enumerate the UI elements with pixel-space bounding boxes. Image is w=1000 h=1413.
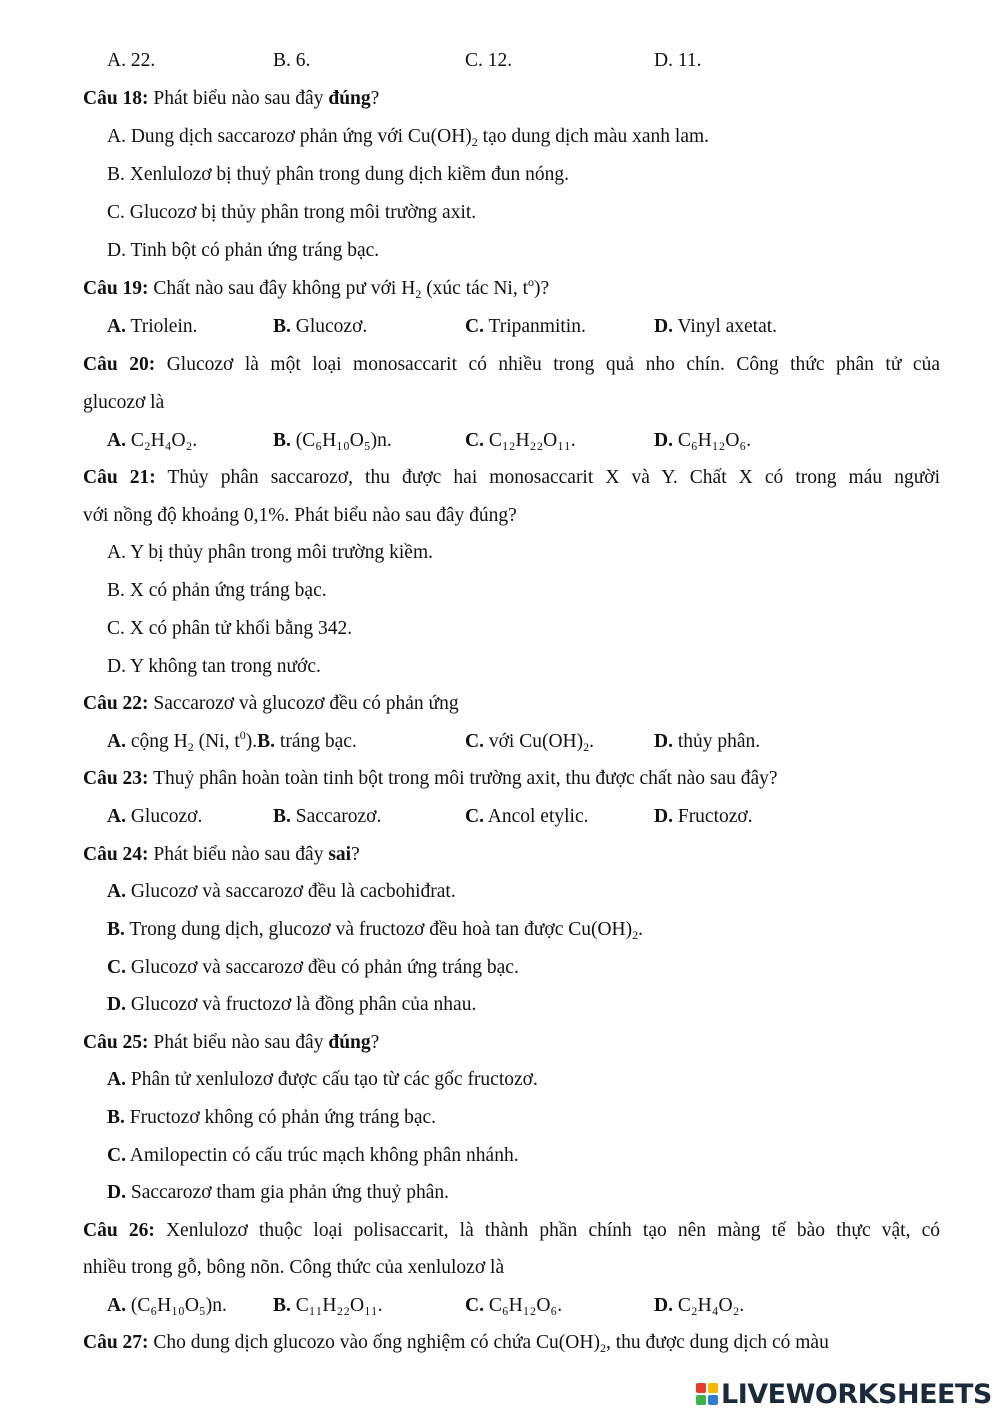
q21-option-b: B. X có phản ứng tráng bạc. <box>107 580 327 601</box>
q21-option-c: C. X có phân tử khối bằng 342. <box>107 618 353 639</box>
q20-option-d: D. C₆H₁₂O₆. <box>654 430 752 451</box>
q19-question: Câu 19: Chất nào sau đây không pư với $H_2$ (xúc tác Ni, $t^o$)? <box>83 275 550 301</box>
q21-question-line2: với nồng độ khoảng 0,1%. Phát biểu nào sau đây đúng? <box>83 505 517 526</box>
q27-question: Câu 27: Cho dung dịch glucozo vào ống nghiệm có chứa $Cu(OH)_2$, thu được dung dịch có màu <box>83 1332 829 1355</box>
q18-option-c: C. Glucozơ bị thủy phân trong môi trường axit. <box>107 202 477 223</box>
q24-option-d: D. Glucozơ và fructozơ là đồng phân của nhau. <box>107 994 477 1015</box>
q20-option-a: A. C₂H₄O₂. <box>107 430 198 451</box>
q20-option-c: C. C₁₂H₂₂O₁₁. <box>465 430 576 451</box>
q26-option-d: D. C₂H₄O₂. <box>654 1295 745 1316</box>
q26-question-line2: nhiều trong gỗ, bông nõn. Công thức của xenlulozơ là <box>83 1257 505 1278</box>
logo-text-worksheets: WORKSHEETS <box>785 1378 992 1410</box>
q21-question-line1: Câu 21: Thủy phân saccarozơ, thu được hai monosaccarit X và Y. Chất X có trong máu người <box>83 467 941 488</box>
q24-question: Câu 24: Phát biểu nào sau đây sai? <box>83 844 360 865</box>
q26-option-a: A. (C₆H₁₀O₅)n. <box>107 1295 227 1316</box>
q23-option-c: C. Ancol etylic. <box>465 806 589 827</box>
q22-question: Câu 22: Saccarozơ và glucozơ đều có phản ứng <box>83 693 459 714</box>
q25-option-c: C. Amilopectin có cấu trúc mạch không phân nhánh. <box>107 1145 519 1166</box>
liveworksheets-logo-icon <box>696 1383 718 1405</box>
q18-option-d: D. Tinh bột có phản ứng tráng bạc. <box>107 240 380 261</box>
q25-question: Câu 25: Phát biểu nào sau đây đúng? <box>83 1032 380 1053</box>
q19-option-d: D. Vinyl axetat. <box>654 316 778 337</box>
q25-option-a: A. Phân tử xenlulozơ được cấu tạo từ các gốc fructozơ. <box>107 1069 538 1090</box>
q22-option-c: C. với $Cu(OH)_2$. <box>465 731 594 754</box>
q26-question-line1: Câu 26: Xenlulozơ thuộc loại polisaccarit, là thành phần chính tạo nên màng tế bào thực vật, có <box>83 1220 941 1241</box>
q23-option-b: B. Saccarozơ. <box>273 806 382 827</box>
q18-question: Câu 18: Phát biểu nào sau đây đúng? <box>83 88 380 109</box>
q19-option-a: A. Triolein. <box>107 316 198 337</box>
logo-text-live: LIVE <box>721 1378 786 1410</box>
q21-option-d: D. Y không tan trong nước. <box>107 656 321 677</box>
q21-option-a: A. Y bị thủy phân trong môi trường kiềm. <box>107 542 433 563</box>
q24-option-b: B. Trong dung dịch, glucozơ và fructozơ đều hoà tan được $Cu(OH)_2$. <box>107 919 644 942</box>
q18-option-b: B. Xenlulozơ bị thuỷ phân trong dung dịch kiềm đun nóng. <box>107 164 570 185</box>
q23-question: Câu 23: Thuỷ phân hoàn toàn tinh bột trong môi trường axit, thu được chất nào sau đây? <box>83 768 778 789</box>
q20-option-b: B. (C₆H₁₀O₅)n. <box>273 430 392 451</box>
q20-question-line2: glucozơ là <box>83 392 165 413</box>
q23-option-a: A. Glucozơ. <box>107 806 203 827</box>
q24-option-a: A. Glucozơ và saccarozơ đều là cacbohiđrat. <box>107 881 456 902</box>
q26-option-c: C. C₆H₁₂O₆. <box>465 1295 563 1316</box>
q25-option-d: D. Saccarozơ tham gia phản ứng thuỷ phân. <box>107 1182 450 1203</box>
q25-option-b: B. Fructozơ không có phản ứng tráng bạc. <box>107 1107 437 1128</box>
q17-option-b: B. 6. <box>273 50 311 71</box>
q24-option-c: C. Glucozơ và saccarozơ đều có phản ứng tráng bạc. <box>107 957 519 978</box>
q19-option-c: C. Tripanmitin. <box>465 316 586 337</box>
q22-option-d: D. thủy phân. <box>654 731 761 752</box>
q17-option-a: A. 22. <box>107 50 156 71</box>
liveworksheets-logo <box>696 1377 992 1411</box>
q19-option-b: B. Glucozơ. <box>273 316 368 337</box>
q18-label: Câu 18: <box>83 88 149 109</box>
q20-question-line1: Câu 20: Glucozơ là một loại monosaccarit có nhiều trong quả nho chín. Công thức phân tử của <box>83 354 940 375</box>
q17-option-d: D. 11. <box>654 50 702 71</box>
q22-option-a-b: A. cộng $H_2$ (Ni, $t^0).B$. tráng bạc. <box>107 728 357 754</box>
q18-option-a: A. Dung dịch saccarozơ phản ứng với $Cu(OH)_2$ tạo dung dịch màu xanh lam. <box>107 126 710 149</box>
q23-option-d: D. Fructozơ. <box>654 806 753 827</box>
q17-option-c: C. 12. <box>465 50 513 71</box>
q26-option-b: B. C₁₁H₂₂O₁₁. <box>273 1295 383 1316</box>
